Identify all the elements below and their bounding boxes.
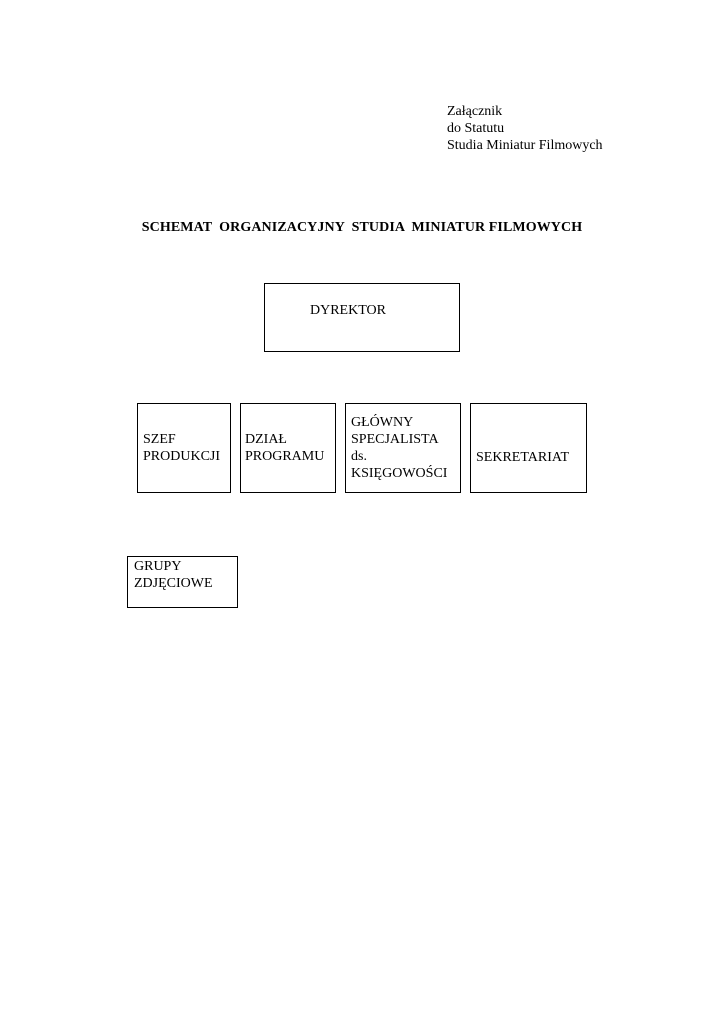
annex-line-3: Studia Miniatur Filmowych xyxy=(447,138,603,153)
camera-groups-line-2: ZDJĘCIOWE xyxy=(134,576,213,591)
document-title: SCHEMAT ORGANIZACYJNY STUDIA MINIATUR FILMOWYCH xyxy=(141,220,583,235)
chief-accountant-line-1: GŁÓWNY xyxy=(351,415,414,430)
camera-groups-box xyxy=(127,556,238,608)
production-head-label xyxy=(143,431,220,465)
production-head-box xyxy=(137,403,231,493)
program-department-line-1: DZIAŁ xyxy=(245,432,287,447)
director-label: DYREKTOR xyxy=(310,303,386,318)
program-department-label xyxy=(245,431,324,465)
chief-accountant-box xyxy=(345,403,461,493)
chief-accountant-line-2: SPECJALISTA xyxy=(351,432,439,447)
annex-note xyxy=(447,103,603,154)
program-department-box xyxy=(240,403,336,493)
director-box xyxy=(264,283,460,352)
chief-accountant-label xyxy=(351,414,447,482)
camera-groups-label xyxy=(134,558,213,592)
annex-line-1: Załącznik xyxy=(447,104,503,119)
annex-line-2: do Statutu xyxy=(447,121,505,136)
chief-accountant-line-4: KSIĘGOWOŚCI xyxy=(351,466,448,481)
camera-groups-line-1: GRUPY xyxy=(134,559,182,574)
secretariat-label: SEKRETARIAT xyxy=(476,450,569,465)
chief-accountant-line-3: ds. xyxy=(351,449,367,464)
program-department-line-2: PROGRAMU xyxy=(245,449,325,464)
production-head-line-1: SZEF xyxy=(143,432,176,447)
secretariat-box xyxy=(470,403,587,493)
production-head-line-2: PRODUKCJI xyxy=(143,449,221,464)
